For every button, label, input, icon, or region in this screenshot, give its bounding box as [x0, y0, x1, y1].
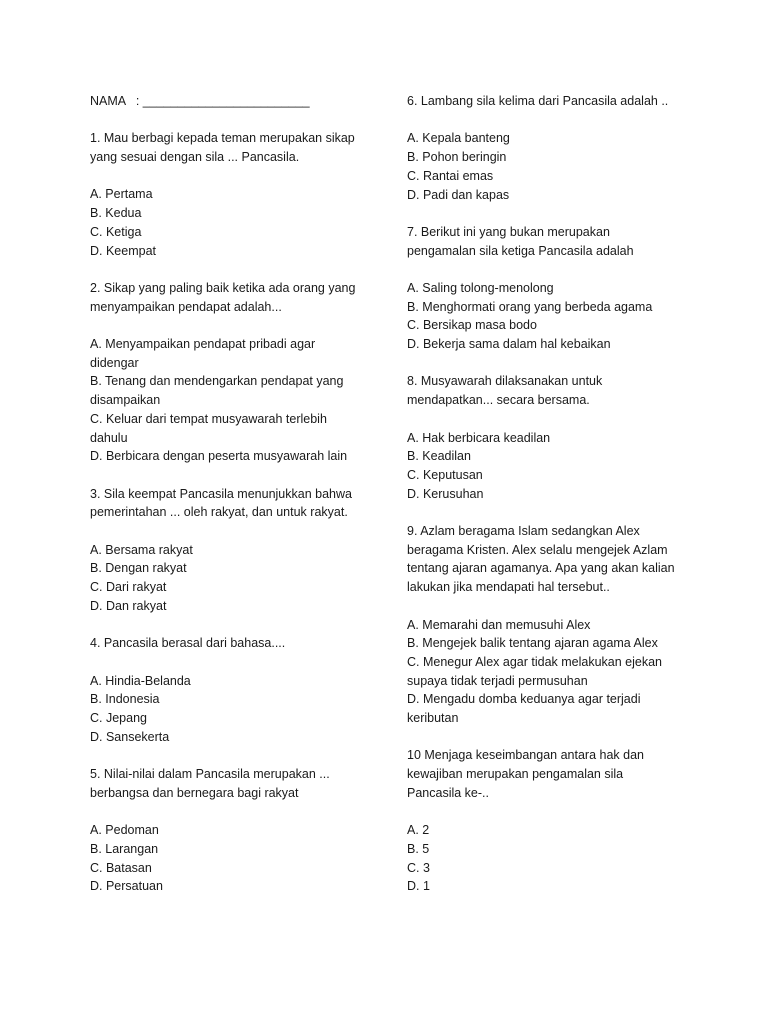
question-stem: 4. Pancasila berasal dari bahasa.... — [90, 636, 286, 651]
option-d: D. Kerusuhan — [407, 486, 484, 501]
option-a: A. Kepala banteng — [407, 131, 510, 146]
option-d: D. Mengadu domba keduanya agar terjadi — [407, 692, 641, 707]
question-stem: 6. Lambang sila kelima dari Pancasila adalah .. — [407, 94, 669, 108]
option-a: A. Bersama rakyat — [90, 542, 193, 557]
question-stem: beragama Kristen. Alex selalu mengejek Azlam — [407, 542, 668, 557]
question-8-options — [407, 429, 707, 504]
option-c: C. Menegur Alex agar tidak melakukan ejekan — [407, 654, 663, 669]
option-a: A. Hindia-Belanda — [90, 673, 191, 688]
option-c: C. Keputusan — [407, 467, 483, 482]
name-field — [90, 92, 380, 111]
question-3-options — [90, 541, 380, 616]
option-a: A. Pedoman — [90, 823, 159, 838]
option-c: C. Keluar dari tempat musyawarah terlebih — [90, 411, 327, 426]
question-stem: berbangsa dan bernegara bagi rakyat — [90, 785, 299, 800]
question-stem: 10 Menjaga keseimbangan antara hak dan — [407, 748, 644, 763]
question-4-options — [90, 672, 380, 747]
option-a: A. Saling tolong-menolong — [407, 280, 554, 295]
left-column — [90, 92, 380, 915]
question-3 — [90, 485, 380, 522]
question-stem: 5. Nilai-nilai dalam Pancasila merupakan ... — [90, 767, 330, 782]
question-1 — [90, 129, 380, 166]
option-d: D. Dan rakyat — [90, 598, 167, 613]
option-d-cont: keributan — [407, 711, 459, 726]
question-stem: mendapatkan... secara bersama. — [407, 393, 590, 408]
option-a: A. Hak berbicara keadilan — [407, 430, 551, 445]
question-5-options — [90, 821, 380, 896]
option-d: D. 1 — [407, 879, 430, 894]
option-b: B. Keadilan — [407, 449, 471, 464]
option-b: B. Menghormati orang yang berbeda agama — [407, 299, 653, 314]
option-a: A. Menyampaikan pendapat pribadi agar — [90, 337, 316, 352]
question-stem: 8. Musyawarah dilaksanakan untuk — [407, 374, 603, 389]
question-stem: 2. Sikap yang paling baik ketika ada orang yang — [90, 280, 356, 295]
option-c: C. Ketiga — [90, 224, 142, 239]
right-column — [407, 92, 707, 915]
question-stem: pengamalan sila ketiga Pancasila adalah — [407, 243, 634, 258]
option-c: C. Dari rakyat — [90, 580, 167, 595]
option-c-cont: supaya tidak terjadi permusuhan — [407, 673, 588, 688]
option-c: C. Rantai emas — [407, 168, 494, 183]
option-d: D. Padi dan kapas — [407, 187, 510, 202]
question-6 — [407, 92, 707, 111]
option-b: B. Mengejek balik tentang ajaran agama Alex — [407, 636, 658, 651]
option-c-cont: dahulu — [90, 430, 128, 445]
question-stem: pemerintahan ... oleh rakyat, dan untuk rakyat. — [90, 505, 348, 520]
option-b: B. Tenang dan mendengarkan pendapat yang — [90, 374, 344, 389]
option-d: D. Sansekerta — [90, 729, 170, 744]
question-10 — [407, 746, 707, 802]
option-b: B. Pohon beringin — [407, 150, 507, 165]
question-stem: 9. Azlam beragama Islam sedangkan Alex — [407, 524, 640, 539]
option-d: D. Persatuan — [90, 879, 163, 894]
option-a-cont: didengar — [90, 355, 139, 370]
question-6-options — [407, 129, 707, 204]
question-5 — [90, 765, 380, 802]
option-c: C. Bersikap masa bodo — [407, 318, 537, 333]
question-stem: 1. Mau berbagi kepada teman merupakan sikap — [90, 131, 355, 146]
option-d: D. Bekerja sama dalam hal kebaikan — [407, 337, 611, 352]
question-stem: Pancasila ke-.. — [407, 785, 489, 800]
question-9-options — [407, 616, 707, 728]
option-b: B. Larangan — [90, 841, 159, 856]
option-d: D. Keempat — [90, 243, 157, 258]
option-d: D. Berbicara dengan peserta musyawarah lain — [90, 449, 348, 464]
question-stem: lakukan jika mendapati hal tersebut.. — [407, 580, 610, 595]
option-a: A. Pertama — [90, 187, 153, 202]
question-10-options — [407, 821, 707, 896]
question-2-options — [90, 335, 380, 466]
option-c: C. 3 — [407, 860, 430, 875]
question-stem: 7. Berikut ini yang bukan merupakan — [407, 224, 610, 239]
question-stem: tentang ajaran agamanya. Apa yang akan kalian — [407, 561, 675, 576]
question-2 — [90, 279, 380, 316]
name-label: NAMA : ________________________ — [90, 94, 310, 108]
option-b: B. Indonesia — [90, 692, 160, 707]
option-c: C. Jepang — [90, 711, 147, 726]
option-a: A. 2 — [407, 823, 430, 838]
question-4 — [90, 634, 380, 653]
option-b: B. 5 — [407, 841, 430, 856]
question-1-options — [90, 185, 380, 260]
question-stem: kewajiban merupakan pengamalan sila — [407, 767, 624, 782]
question-stem: yang sesuai dengan sila ... Pancasila. — [90, 150, 300, 165]
question-stem: 3. Sila keempat Pancasila menunjukkan bahwa — [90, 486, 352, 501]
option-b-cont: disampaikan — [90, 393, 161, 408]
option-b: B. Dengan rakyat — [90, 561, 187, 576]
option-b: B. Kedua — [90, 206, 142, 221]
question-9 — [407, 522, 707, 597]
question-7 — [407, 223, 707, 260]
question-8 — [407, 372, 707, 409]
question-stem: menyampaikan pendapat adalah... — [90, 299, 282, 314]
option-c: C. Batasan — [90, 860, 152, 875]
question-7-options — [407, 279, 707, 354]
option-a: A. Memarahi dan memusuhi Alex — [407, 617, 591, 632]
